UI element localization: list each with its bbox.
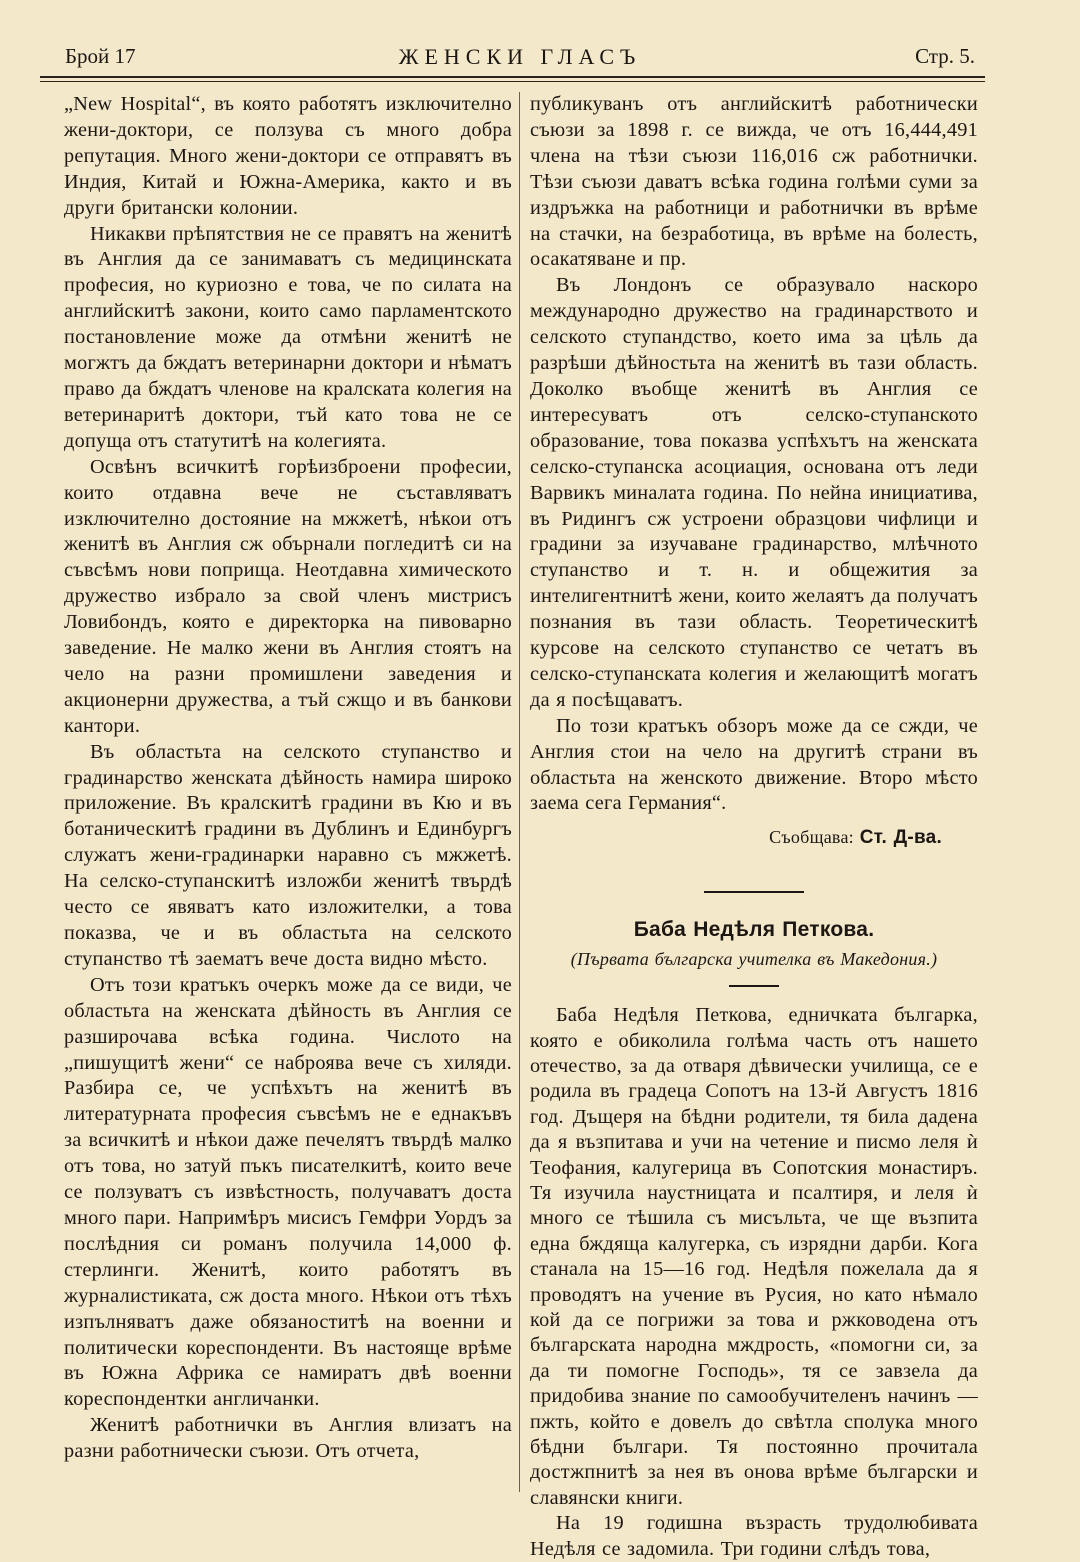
paragraph: Въ Лондонъ се образувало наскоро международно дружество на градинарството и селското ступандство, което има за цѣль да разрѣши дѣйностьта на женитѣ въ тази область. Доколко въобще женитѣ въ Англия се интересуватъ отъ селско-ступанското образование, това показва успѣхътъ на женската селско-ступанска асоциация, основана отъ леди Варвикъ миналата година. По нейна инициатива, въ Ридингъ сж устроени образцови чифлици и градини за изучаване градинарство, млѣчното ступанство и т. н. и общежития за интелигентнитѣ жени, които желаятъ да получатъ познания въ тази область. Теоретическитѣ курсове на селското ступанство се четатъ въ селско-ступанската колегия и желающитѣ могатъ да я посѣщаватъ. (530, 274, 978, 711)
page-header (65, 44, 975, 74)
article-title: Баба Недѣля Петкова. (633, 918, 875, 942)
right-column (530, 92, 978, 1562)
paragraph: Отъ този кратъкъ очеркъ може да се види, че областьта на женската дѣйность въ Англия се разширочава всѣка година. Числото на „пишущитѣ жени“ се наброява вече съ хиляди. Разбира се, че успѣхътъ на женитѣ въ литературната професия съвсѣмъ не е еднакъвъ за всичкитѣ и нѣкои даже печелятъ твърдѣ малко отъ това, но затуй пъкъ писателкитѣ, които вече се ползуватъ съ извѣстность, получаватъ доста много пари. Напримѣръ мисисъ Гемфри Уордъ за послѣдния си романъ получила 14,000 ф. стерлинги. Женитѣ, които работятъ въ журналистиката, сж доста много. Нѣкои отъ тѣхъ изпълняватъ даже обязаноститѣ на военни и политически кореспонденти. Въ настояще врѣме въ Южна Африка се намиратъ двѣ военни кореспондентки англичанки. (64, 973, 512, 1411)
article-body (530, 1003, 978, 1562)
paragraph: „New Hospital“, въ която работятъ изключително жени-доктори, се ползува съ много добра репутация. Много жени-доктори се отправятъ въ Индия, Китай и Южна-Америка, както и въ други британски колонии. (64, 93, 512, 219)
header-double-rule (40, 76, 985, 82)
newspaper-title: ЖЕНСКИ ГЛАСЪ (398, 44, 642, 69)
paragraph: По този кратъкъ обзоръ може да се сжди, че Англия стои на чело на другитѣ страни въ областьта на женското движение. Второ мѣсто заема сега Германия“. (530, 714, 978, 815)
paragraph: Въ областьта на селското ступанство и градинарство женската дѣйность намира широко приложение. Въ кралскитѣ градини въ Кю и въ ботаническитѣ градини въ Дублинъ и Единбургъ служатъ жени-градинарки наравно съ мжжетѣ. На селско-ступанскитѣ изложби женитѣ твърдѣ често се явяватъ като изложителки, а това показва, че и въ областьта на селското ступанство тѣ заематъ вече доста видно мѣсто. (64, 740, 512, 970)
page-number: Стр. 5. (915, 44, 975, 68)
paragraph: Освѣнъ всичкитѣ горѣизброени професии, които отдавна вече не съставляватъ изключително достояние на мжжетѣ, нѣкои отъ женитѣ въ Англия сж обърнали погледитѣ си на съвсѣмъ нови поприща. Неотдавна химическото дружество избрало за свой членъ мистрисъ Ловибондъ, която е директорка на пивоварно заведение. Не малко жени въ Англия стоятъ на чело на разни промишлени заведения и акционерни дружества, а тъй сжщо и въ банкови кантори. (64, 455, 512, 737)
left-column (64, 92, 512, 1465)
signature-name: Ст. Д-ва. (859, 827, 942, 849)
article-subtitle: (Първата българска учителка въ Македония.) (570, 949, 938, 970)
issue-number: Брой 17 (65, 44, 136, 68)
paragraph: Никакви прѣпятствия не се правятъ на женитѣ въ Англия да се занимаватъ съ медицинската професия, но куриозно е това, че по силата на английскитѣ закони, които само парламентското постановление може да отмѣни женитѣ не могжтъ да бждатъ ветеринарни доктори и нѣматъ право да бждатъ членове на кралската колегия на ветеринаритѣ доктори, тъй като това не се допуща отъ статутитѣ на колегията. (64, 222, 512, 452)
paragraph: Баба Недѣля Петкова, едничката българка, която е обиколила голѣма часть отъ нашето отечество, за да отваря дѣвически училища, се е родила въ градеца Сопотъ на 13-й Августъ 1816 год. Дъщеря на бѣдни родители, тя била дадена да я възпитава и учи на четение и писмо леля ѝ Теофания, калугерица въ Сопотския монастиръ. Тя изучила наустницата и псалтиря, и леля ѝ много се тѣшила съ мисъльта, че ще възпита една бждяща калугерка, съ изрядни дарби. Кога станала на 15—16 год. Недѣля пожелала да я проводятъ на учение въ Русия, но като нѣмало кой да се погрижи за това и ржководена отъ българската народна мждрость, «помогни си, за да ти помогне Господь», тя се завзела да придобива знание по самообучителенъ начинъ — пжть, който е довелъ до свѣтла сполука много бѣдни българи. Тя постоянно прочитала достжпнитѣ за нея въ онова врѣме български и славянски книги. (530, 1004, 978, 1509)
signature-label: Съобщава: (769, 827, 854, 848)
paragraph: На 19 годишна възрасть трудолюбивата Недѣля се задомила. Три години слѣдъ това, (530, 1512, 978, 1560)
signature (530, 825, 942, 851)
column-divider (519, 92, 520, 1492)
title-divider (729, 985, 779, 987)
section-divider (704, 891, 804, 893)
paragraph: публикуванъ отъ английскитѣ работнически съюзи за 1898 г. се вижда, че отъ 16,444,491 члена на тѣзи съюзи 116,016 сж работнички. Тѣзи съюзи даватъ всѣка година голѣми суми за издръжка на работници и работнички въ врѣме на стачки, на безработица, въ врѣме на болесть, осакатяване и пр. (530, 93, 978, 271)
paragraph: Женитѣ работнички въ Англия влизатъ на разни работнически съюзи. Отъ отчета, (64, 1414, 512, 1463)
